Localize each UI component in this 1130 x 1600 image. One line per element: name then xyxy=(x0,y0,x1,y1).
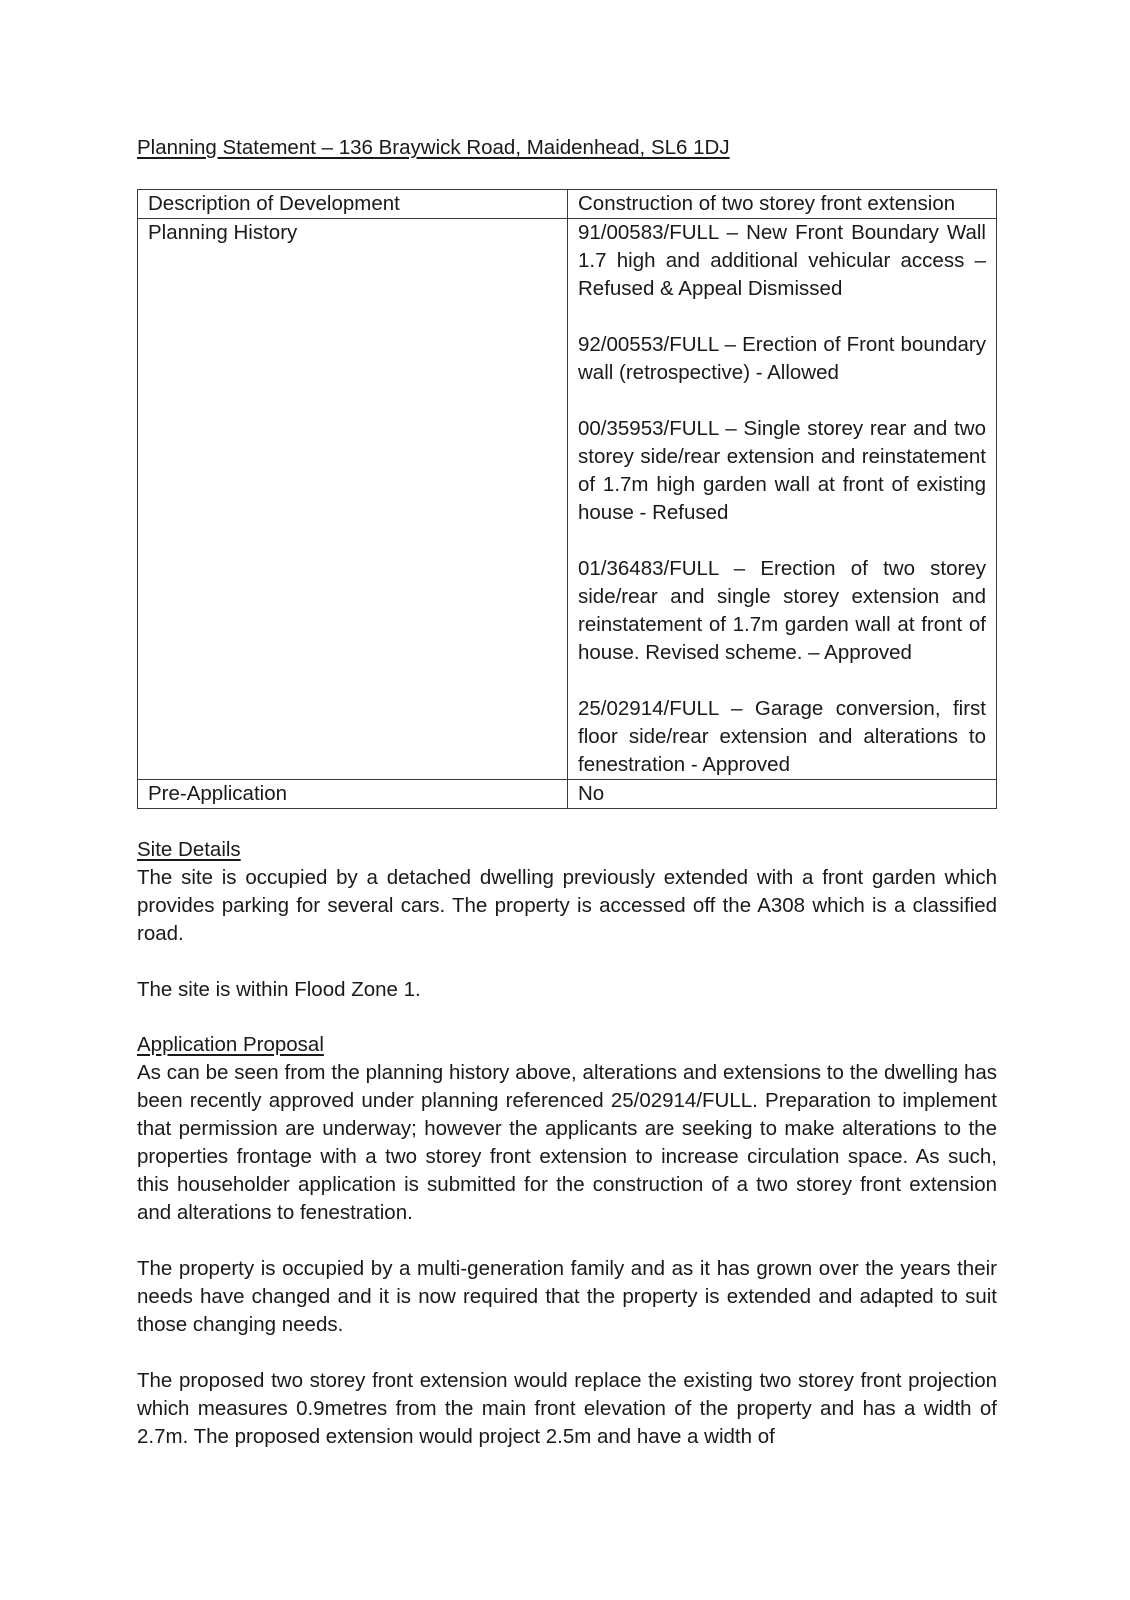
description-label: Description of Development xyxy=(138,190,568,219)
pre-application-value: No xyxy=(568,780,997,809)
history-entry: 25/02914/FULL – Garage conversion, first floor side/rear extension and alterations to fenestration - Approved xyxy=(578,697,986,776)
document-title: Planning Statement – 136 Braywick Road, Maidenhead, SL6 1DJ xyxy=(137,136,730,159)
history-entry: 92/00553/FULL – Erection of Front boundary wall (retrospective) - Allowed xyxy=(578,333,986,384)
table-row-planning-history xyxy=(138,219,997,780)
planning-history-label: Planning History xyxy=(138,219,568,780)
application-proposal-paragraph: The proposed two storey front extension would replace the existing two storey front projection which measures 0.9metres from the main front elevation of the property and has a width of 2.7m. The proposed extension would project 2.5m and have a width of xyxy=(137,1369,997,1448)
site-details-heading: Site Details xyxy=(137,838,241,861)
application-proposal-heading: Application Proposal xyxy=(137,1033,324,1056)
application-proposal-paragraph: The property is occupied by a multi-generation family and as it has grown over the years their needs have changed and it is now required that the property is extended and adapted to suit those changing needs. xyxy=(137,1257,997,1336)
history-entry: 01/36483/FULL – Erection of two storey side/rear and single storey extension and reinstatement of 1.7m garden wall at front of house. Revised scheme. – Approved xyxy=(578,557,986,664)
site-details-paragraph: The site is occupied by a detached dwelling previously extended with a front garden which provides parking for several cars. The property is accessed off the A308 which is a classified road. xyxy=(137,866,997,945)
development-info-table xyxy=(137,189,997,809)
planning-history-value xyxy=(568,219,997,780)
table-row-description xyxy=(138,190,997,219)
history-entry: 91/00583/FULL – New Front Boundary Wall 1.7 high and additional vehicular access – Refused & Appeal Dismissed xyxy=(578,221,986,300)
site-details-paragraph: The site is within Flood Zone 1. xyxy=(137,978,421,1001)
table-row-pre-application xyxy=(138,780,997,809)
description-value: Construction of two storey front extension xyxy=(568,190,997,219)
document-page xyxy=(137,134,997,1451)
history-entry: 00/35953/FULL – Single storey rear and two storey side/rear extension and reinstatement of 1.7m high garden wall at front of existing house - Refused xyxy=(578,417,986,524)
pre-application-label: Pre-Application xyxy=(138,780,568,809)
application-proposal-paragraph: As can be seen from the planning history above, alterations and extensions to the dwelling has been recently approved under planning referenced 25/02914/FULL. Preparation to implement that permission are underway; however the applicants are seeking to make alterations to the properties frontage with a two storey front extension to increase circulation space. As such, this householder application is submitted for the construction of a two storey front extension and alterations to fenestration. xyxy=(137,1061,997,1224)
